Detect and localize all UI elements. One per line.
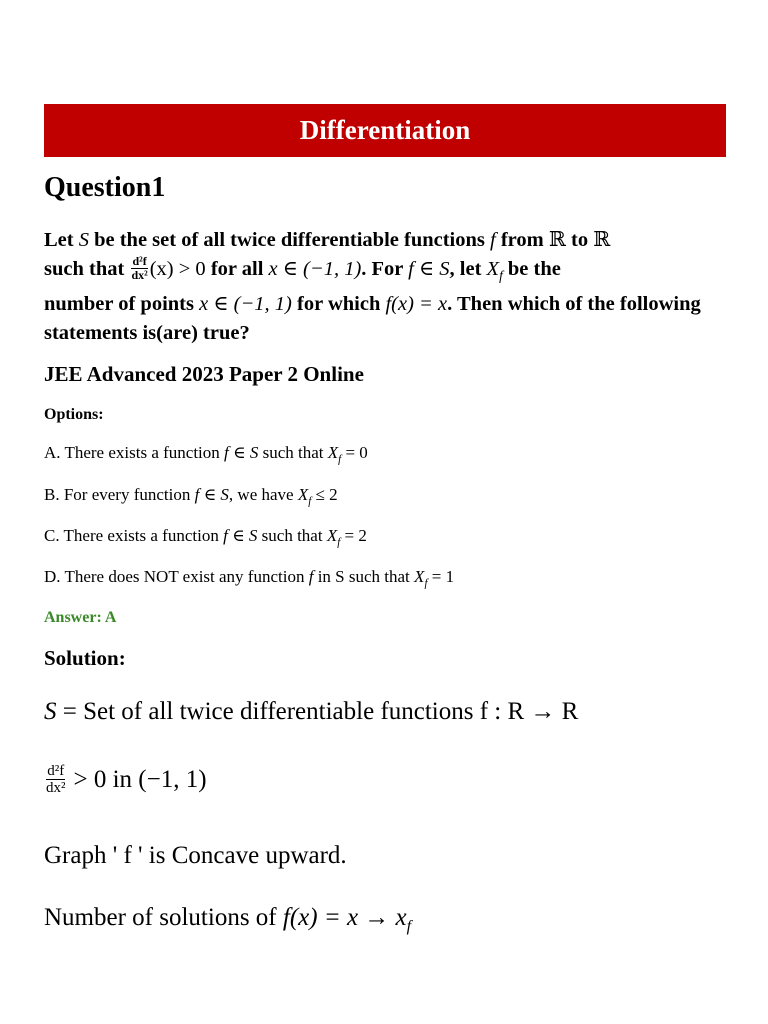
solution-text: Number of solutions of xyxy=(44,904,283,931)
q-math: x ∈ (−1, 1) xyxy=(268,258,362,280)
option-math-subscript: f xyxy=(338,453,342,466)
q-math: (x) > 0 xyxy=(149,258,206,280)
question-statement xyxy=(44,226,734,348)
solution-line-3: Graph ' f ' is Concave upward. xyxy=(44,842,347,869)
option-math-subscript: f xyxy=(337,536,341,549)
q-text: for which xyxy=(291,293,386,316)
q-text: , let xyxy=(449,258,487,280)
solution-label: Solution: xyxy=(44,646,126,670)
option-math: f ∈ S xyxy=(224,443,259,462)
option-math: = 2 xyxy=(340,526,367,545)
q-text: to xyxy=(565,229,594,251)
q-math: f ∈ S xyxy=(408,258,450,280)
q-math: f(x) = x xyxy=(385,293,448,316)
q-math: X xyxy=(486,258,500,280)
solution-line-2 xyxy=(44,763,207,797)
fraction-denominator: dx² xyxy=(46,780,66,796)
chapter-title: Differentiation xyxy=(299,115,471,145)
q-text: . Then which of the following statements is(are) true? xyxy=(44,293,701,345)
option-math: X xyxy=(297,485,309,504)
solution-line-4 xyxy=(44,904,411,936)
option-text: D. There does NOT exist any function xyxy=(44,567,309,586)
option-math: X xyxy=(326,526,338,545)
chapter-banner xyxy=(44,104,726,157)
option-text: B. For every function xyxy=(44,485,195,504)
solution-math-subscript: f xyxy=(406,917,412,935)
solution-text: > 0 in (−1, 1) xyxy=(73,766,207,794)
q-text: be the set of all twice differentiable functions xyxy=(88,229,491,251)
option-math: X xyxy=(414,567,425,586)
option-math: f ∈ S xyxy=(223,526,258,545)
fraction-denominator: dx² xyxy=(131,267,148,282)
q-math: ℝ xyxy=(548,229,566,251)
solution-line-1 xyxy=(44,698,578,726)
option-text: such that xyxy=(258,443,328,462)
answer-label: Answer: A xyxy=(44,609,117,626)
q-text: number of points xyxy=(44,293,200,316)
question-title: Question1 xyxy=(44,172,166,203)
option-math: X xyxy=(327,443,339,462)
q-text: such that xyxy=(44,258,130,280)
option-math-subscript: f xyxy=(424,577,428,590)
solution-math: f(x) = x → x xyxy=(282,904,407,931)
option-text: C. There exists a function xyxy=(44,526,224,545)
q-math: S xyxy=(78,229,89,251)
q-text: for all xyxy=(205,258,269,280)
fraction-numerator: d²f xyxy=(47,763,65,779)
q-math: f xyxy=(490,229,496,251)
fraction-numerator: d²f xyxy=(132,253,147,268)
option-math-subscript: f xyxy=(308,495,312,508)
q-text: be the xyxy=(502,258,561,280)
second-derivative-fraction xyxy=(131,253,148,282)
option-b[interactable] xyxy=(44,485,338,507)
option-math: = 1 xyxy=(427,567,455,586)
option-d[interactable] xyxy=(44,567,454,589)
q-text: . For xyxy=(361,258,409,280)
option-text: A. There exists a function xyxy=(44,443,225,462)
option-c[interactable] xyxy=(44,526,367,548)
option-math: f xyxy=(308,567,314,586)
q-text: from xyxy=(495,229,549,251)
solution-text: = Set of all twice differentiable functions f : R → R xyxy=(56,698,579,725)
option-text: in S such that xyxy=(313,567,415,586)
q-math: x ∈ (−1, 1) xyxy=(199,293,292,316)
solution-math: S xyxy=(44,698,57,725)
option-math: ≤ 2 xyxy=(311,485,338,504)
option-math: f ∈ S xyxy=(194,485,229,504)
q-math: ℝ xyxy=(593,229,611,251)
option-math: = 0 xyxy=(341,443,368,462)
option-text: such that xyxy=(257,526,327,545)
q-math-subscript: f xyxy=(499,268,503,284)
options-label: Options: xyxy=(44,406,104,423)
q-text: Let xyxy=(44,229,79,251)
exam-source: JEE Advanced 2023 Paper 2 Online xyxy=(44,362,364,386)
option-a[interactable] xyxy=(44,443,368,465)
second-derivative-fraction xyxy=(46,764,66,795)
option-text: , we have xyxy=(228,485,298,504)
